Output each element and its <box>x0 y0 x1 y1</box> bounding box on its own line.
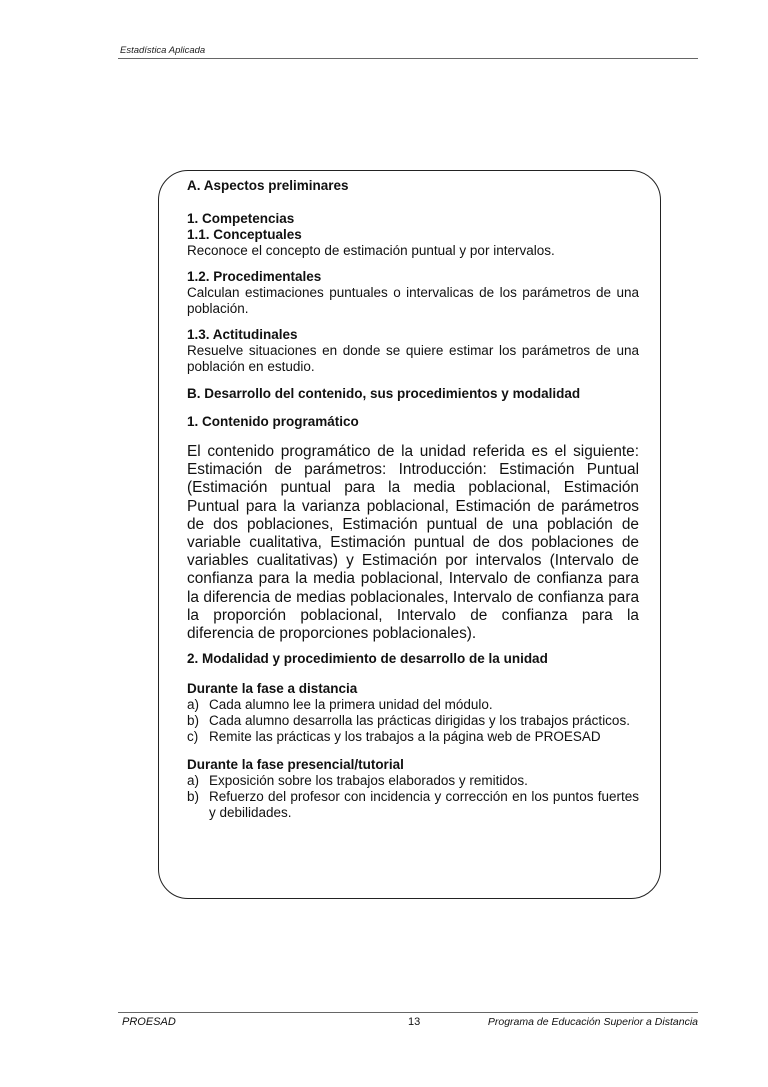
list-item <box>187 729 639 745</box>
presencial-list <box>187 773 639 821</box>
running-header: Estadística Aplicada <box>120 45 206 56</box>
contenido-heading: 1. Contenido programático <box>187 414 359 429</box>
section-b-title: B. Desarrollo del contenido, sus procedimientos y modalidad <box>187 386 581 401</box>
presencial-heading: Durante la fase presencial/tutorial <box>187 757 404 773</box>
list-item <box>187 773 639 789</box>
section-a-title: A. Aspectos preliminares <box>187 178 349 193</box>
list-item-text: Refuerzo del profesor con incidencia y corrección en los puntos fuertes y debilidades. <box>209 789 639 821</box>
distancia-heading: Durante la fase a distancia <box>187 681 358 697</box>
list-item-text: Cada alumno lee la primera unidad del módulo. <box>209 697 493 713</box>
actitudinales-text: Resuelve situaciones en donde se quiere estimar los parámetros de una población en estudio. <box>187 343 639 374</box>
list-marker: a) <box>187 697 200 713</box>
list-item-text: Cada alumno desarrolla las prácticas dirigidas y los trabajos prácticos. <box>209 713 630 729</box>
procedimentales-text: Calculan estimaciones puntuales o intervalicas de los parámetros de una población. <box>187 285 639 316</box>
modalidad-heading: 2. Modalidad y procedimiento de desarrollo de la unidad <box>187 651 548 667</box>
list-item <box>187 713 639 729</box>
list-item-text: Remite las prácticas y los trabajos a la página web de PROESAD <box>209 729 601 745</box>
footer-divider <box>118 1012 698 1013</box>
competencias-heading: 1. Competencias <box>187 211 295 226</box>
footer-program: Programa de Educación Superior a Distancia <box>487 1016 698 1028</box>
list-item <box>187 789 639 821</box>
page-content <box>187 178 639 821</box>
header-divider <box>118 58 698 59</box>
list-marker: a) <box>187 773 200 789</box>
distancia-list <box>187 697 639 745</box>
footer-org: PROESAD <box>122 1016 176 1028</box>
list-marker: b) <box>187 713 200 729</box>
page-number: 13 <box>408 1016 421 1028</box>
list-marker: c) <box>187 729 199 745</box>
actitudinales-heading: 1.3. Actitudinales <box>187 327 298 342</box>
conceptuales-heading: 1.1. Conceptuales <box>187 227 302 242</box>
contenido-paragraph: El contenido programático de la unidad referida es el siguiente: Estimación de parámetros: Introducción: Estimación Puntual (Estimación puntual para la media poblacional, Estimación Puntual para la varianza poblacional, Estimación de parámetros de dos poblaciones, Estimación puntual de una población de variable cualitativa, Estimación puntual de dos poblaciones de variables cualitativas) y Estimación por intervalos (Intervalo de confianza para la media poblacional, Intervalo de confianza para la diferencia de medias poblacionales, Intervalo de confianza para la proporción poblacional, Intervalo de confianza para la diferencia de proporciones poblacionales). <box>187 443 639 643</box>
list-item <box>187 697 639 713</box>
list-marker: b) <box>187 789 200 805</box>
list-item-text: Exposición sobre los trabajos elaborados y remitidos. <box>209 773 528 789</box>
conceptuales-text: Reconoce el concepto de estimación puntual y por intervalos. <box>187 243 555 258</box>
procedimentales-heading: 1.2. Procedimentales <box>187 269 322 284</box>
